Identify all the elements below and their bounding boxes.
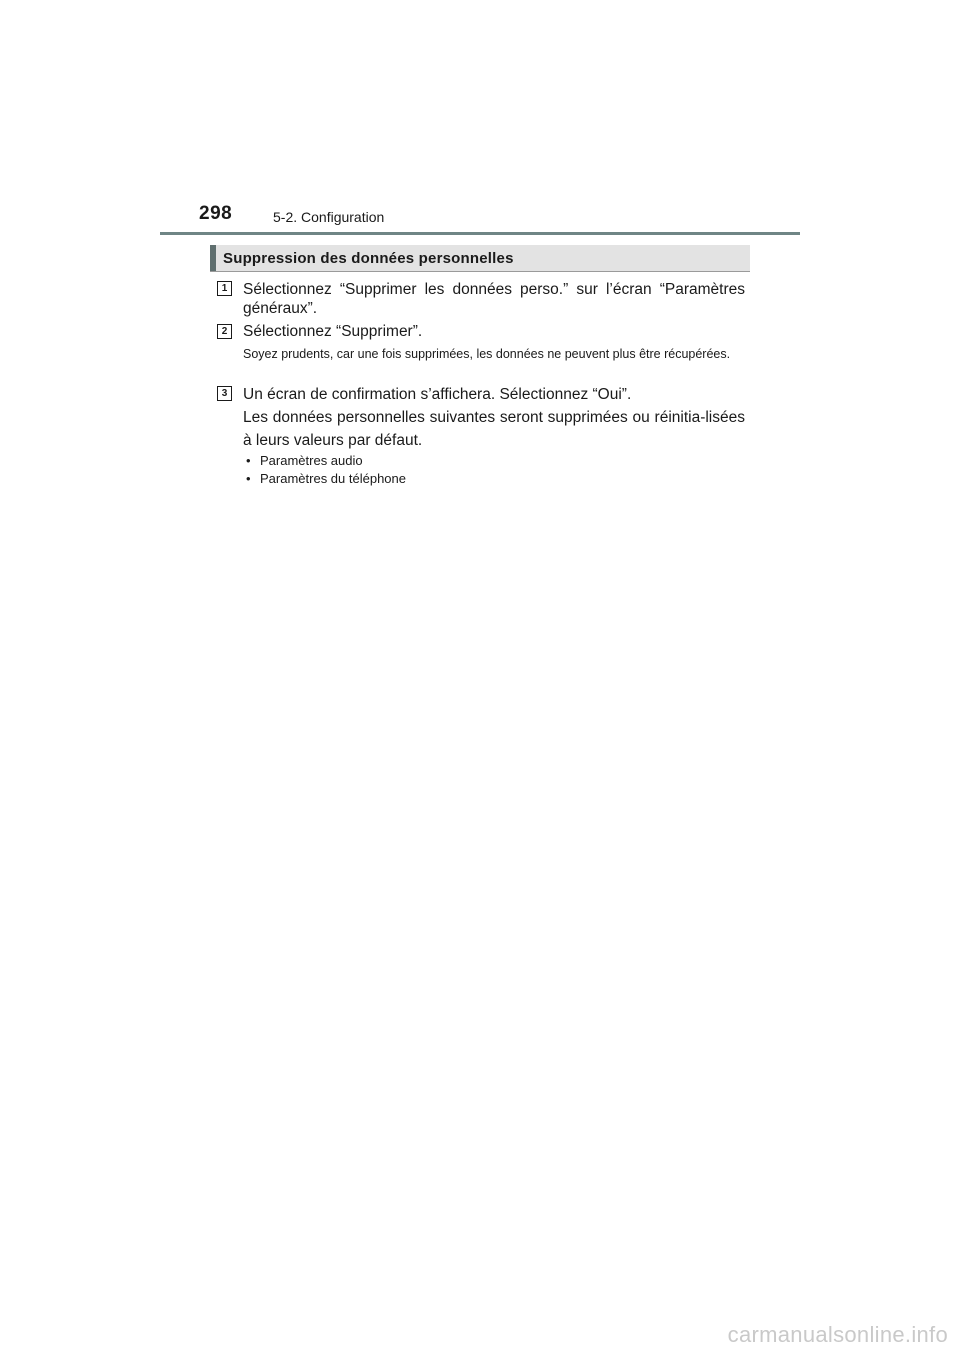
- header-divider: [160, 232, 800, 235]
- step-3-text: Un écran de confirmation s’affichera. Sélectionnez “Oui”.: [243, 386, 632, 403]
- reset-items-list: [246, 452, 406, 488]
- step-1-number-badge: 1: [217, 281, 232, 296]
- list-item: • Paramètres du téléphone: [246, 470, 406, 488]
- step-2-note: Soyez prudents, car une fois supprimées, les données ne peuvent plus être récupérées.: [243, 347, 731, 361]
- step-3-number-badge: 3: [217, 386, 232, 401]
- page-number: 298: [199, 203, 233, 224]
- step-2-text: Sélectionnez “Supprimer”.: [243, 323, 423, 340]
- section-title: Suppression des données personnelles: [223, 250, 514, 267]
- list-item: • Paramètres audio: [246, 452, 406, 470]
- step-3-detail: Les données personnelles suivantes seront supprimées ou réinitia-lisées à leurs valeurs par défaut.: [243, 409, 745, 449]
- heading-accent-bar: [210, 245, 216, 271]
- site-watermark: carmanualsonline.info: [727, 1322, 948, 1347]
- step-1-text: Sélectionnez “Supprimer les données perso.” sur l’écran “Paramètres généraux”.: [243, 281, 745, 317]
- section-heading: [210, 245, 750, 272]
- step-2-number-badge: 2: [217, 324, 232, 339]
- chapter-section-label: 5-2. Configuration: [273, 209, 385, 225]
